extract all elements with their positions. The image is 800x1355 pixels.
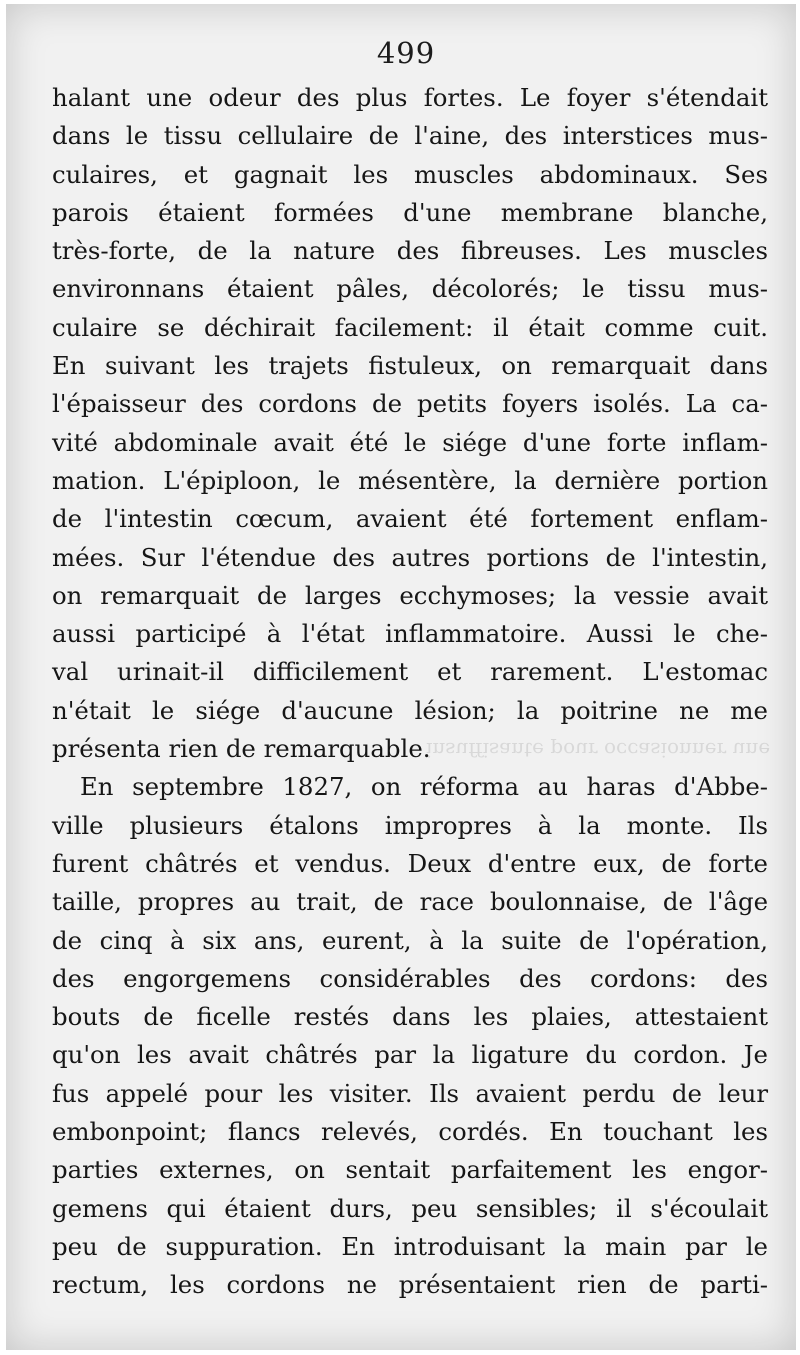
text-line: parois étaient formées d'une membrane blanche, <box>52 197 768 227</box>
text-line: taille, propres au trait, de race boulonnaise, de l'âge <box>52 887 768 917</box>
text-line: ville plusieurs étalons impropres à la monte. Ils <box>52 810 768 840</box>
text-line: dans le tissu cellulaire de l'aine, des interstices mus- <box>52 121 768 151</box>
text-line: halant une odeur des plus fortes. Le foyer s'étendait <box>52 83 768 112</box>
paragraph-start-line: En septembre 1827, on réforma au haras d'Abbe- <box>80 772 768 802</box>
text-line: vité abdominale avait été le siége d'une forte inflam- <box>52 427 768 457</box>
text-line: val urinait-il difficilement et rarement. L'estomac <box>52 657 768 687</box>
text-line: très-forte, de la nature des fibreuses. Les muscles <box>52 236 768 266</box>
text-line: environnans étaient pâles, décolorés; le tissu mus- <box>52 274 768 304</box>
text-line: on remarquait de larges ecchymoses; la vessie avait <box>52 580 768 610</box>
text-line: aussi participé à l'état inflammatoire. Aussi le che- <box>52 619 768 649</box>
text-line: qu'on les avait châtrés par la ligature du cordon. Je <box>52 1040 768 1070</box>
text-line: embonpoint; flancs relevés, cordés. En touchant les <box>52 1117 768 1147</box>
text-line: des engorgemens considérables des cordons: des <box>52 963 768 993</box>
bleed-through-text: insuffisante pour occasionner une <box>426 738 771 762</box>
page-number: 499 <box>376 36 436 70</box>
text-line: fus appelé pour les visiter. Ils avaient perdu de leur <box>52 1078 768 1108</box>
text-line: culaires, et gagnait les muscles abdominaux. Ses <box>52 159 768 189</box>
text-line: culaire se déchirait facilement: il était comme cuit. <box>52 312 768 342</box>
text-line: peu de suppuration. En introduisant la main par le <box>52 1231 768 1261</box>
text-line: gemens qui étaient durs, peu sensibles; il s'écoulait <box>52 1193 768 1223</box>
body-text <box>52 79 771 1305</box>
text-line: parties externes, on sentait parfaitement les engor- <box>52 1155 768 1185</box>
text-line: de cinq à six ans, eurent, à la suite de l'opération, <box>52 925 768 955</box>
text-line: n'était le siége d'aucune lésion; la poitrine ne me <box>52 695 768 725</box>
paragraph-end-line: présenta rien de remarquable. <box>52 734 431 764</box>
book-page <box>6 4 796 1350</box>
text-line: l'épaisseur des cordons de petits foyers isolés. La ca- <box>52 389 768 419</box>
text-line: furent châtrés et vendus. Deux d'entre eux, de forte <box>52 848 768 878</box>
text-line: bouts de ficelle restés dans les plaies, attestaient <box>52 1002 768 1032</box>
text-line: mées. Sur l'étendue des autres portions de l'intestin, <box>52 542 768 572</box>
text-line: En suivant les trajets fistuleux, on remarquait dans <box>52 351 768 381</box>
text-line: de l'intestin cœcum, avaient été fortement enflam- <box>52 504 768 534</box>
text-line: mation. L'épiploon, le mésentère, la dernière portion <box>52 465 768 495</box>
text-line: rectum, les cordons ne présentaient rien de parti- <box>52 1270 768 1300</box>
